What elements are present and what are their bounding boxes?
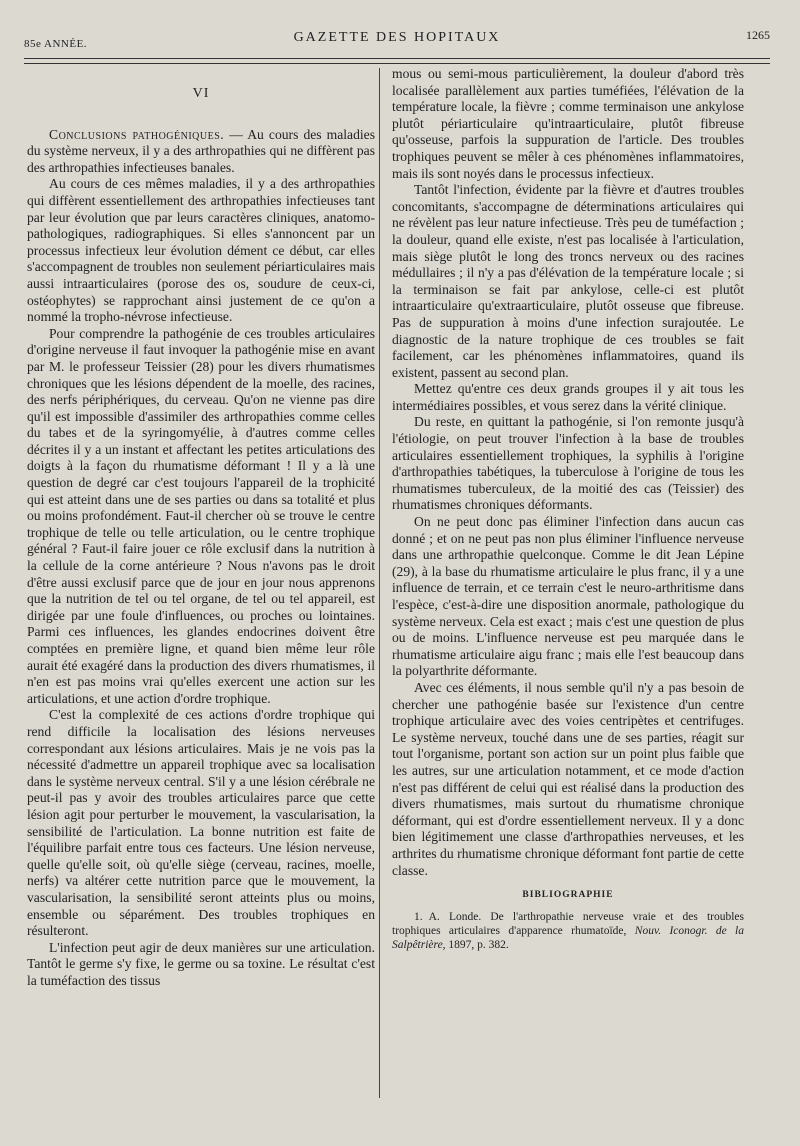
running-header: [24, 28, 770, 50]
paragraph: On ne peut donc pas éliminer l'infection dans aucun cas donné ; et on ne peut pas non plus éliminer l'influence nerveuse dans une arthropathie quelconque. Comme le dit Jean Lépine (29), à la base du rhumatisme articulaire le plus franc, il y a une influence de terrain, et ce terrain c'est le neuro-arthritisme dans l'espèce, c'est-à-dire une disposition anormale, pathologique du système nerveux. Cela est exact ; mais c'est une question de plus ou de moins. L'influence nerveuse est peu marquée dans le rhumatisme articulaire aigu franc ; mais elle l'est beaucoup dans la polyarthrite déformante.: [392, 514, 744, 679]
paragraph: Tantôt l'infection, évidente par la fièvre et d'autres troubles concomitants, s'accompagne de déterminations articulaires qui ne révèlent pas leur nature infectieuse. Très peu de tuméfaction ; la douleur, quand elle existe, n'est pas localisée à l'articulation, mais siège plutôt le long des troncs nerveux ou des racines médullaires ; il n'y a pas d'élévation de la température locale ; si la terminaison se fait par ankylose, celle-ci est plutôt intraarticulaire qu'extraarticulaire, plutôt osseuse que fibreuse. Pas de suppuration à moins d'une infection surajoutée. Le diagnostic de la nature trophique de ces troubles se fait facilement, car les phénomènes inflammatoires, quand ils existent, passent au second plan.: [392, 182, 744, 380]
paragraph: Du reste, en quittant la pathogénie, si l'on remonte jusqu'à l'étiologie, on peut trouver l'infection à la base de troubles articulaires essentiellement trophiques, la syphilis à l'origine d'arthropathies tabétiques, la tuberculose à l'origine de tous les rhumatismes tuberculeux, de la moitié des cas (Teissier) des rhumatismes chroniques déformants.: [392, 414, 744, 513]
left-column: [27, 68, 375, 989]
bibliography-entry: [392, 910, 744, 952]
volume-year: 85e ANNÉE.: [24, 38, 88, 50]
paragraph: Avec ces éléments, il nous semble qu'il n'y a pas besoin de chercher une pathogénie basée sur l'existence d'un centre trophique articulaire avec des voies centripètes et centrifuges. Le système nerveux, touché dans une de ses parties, réagit sur tout l'organisme, portant son action sur un point plus faible que les autres, sur une articulation notamment, et ce mode d'action n'est pas différent de celui qui est réalisé dans la production des divers rhumatismes, mais surtout du rhumatisme chronique déformant, qui est d'ordre essentiellement nerveux. Il y a donc bien légitimement une classe d'arthropathies nerveuses, et les arthrites du rhumatisme chronique déformant font partie de cette classe.: [392, 679, 744, 878]
right-column: [392, 66, 744, 952]
header-rule: [24, 58, 770, 64]
entry-number: 1.: [414, 910, 423, 923]
paragraph: Conclusions pathogéniques. — Au cours des maladies du système nerveux, il y a des arthropathies qui ne diffèrent pas des arthropathies infectieuses banales.: [27, 126, 375, 175]
paragraph: Mettez qu'entre ces deux grands groupes il y ait tous les intermédiaires possibles, et vous serez dans la vérité clinique.: [392, 381, 744, 413]
lead-in: Conclusions pathogéniques.: [49, 126, 225, 142]
bibliography-title: BIBLIOGRAPHIE: [522, 890, 614, 901]
page-number: 1265: [746, 28, 770, 42]
paragraph: L'infection peut agir de deux manières sur une articulation. Tantôt le germe s'y fixe, le germe ou sa toxine. Le résultat c'est la tuméfaction des tissus: [27, 939, 375, 988]
entry-year-page: 1897, p. 382.: [448, 938, 509, 951]
entry-text: A. Londe. De l'arthropathie nerveuse vraie et des troubles trophiques articulaires d'apparence rhumatoïde,: [392, 910, 744, 937]
section-number: VI: [192, 86, 210, 101]
journal-title: GAZETTE DES HOPITAUX: [293, 30, 501, 45]
paragraph: Au cours de ces mêmes maladies, il y a des arthropathies qui diffèrent essentiellement des arthropathies infectieuses tant par leur évolution que par leurs caractères cliniques, anatomo-pathologiques, radiographiques. Si elles s'annoncent par un processus infectieux leur évolution dément ce début, car elles s'accompagnent de troubles non seulement périarticulaires mais aussi intraarticulaires (porose des os, soudure de ceux-ci, ostéophytes) se rapprochant ainsi justement de ce qu'on a nommé la tropho-névrose infectieuse.: [27, 176, 375, 325]
paragraph: C'est la complexité de ces actions d'ordre trophique qui rend difficile la localisation des lésions nerveuses correspondant aux lésions articulaires. Mais je ne vois pas la nécessité d'admettre un appareil trophique avec sa localisation dans le système nerveux central. S'il y a une lésion cérébrale ne peut-il pas y avoir des troubles articulaires parce que cette lésion agit pour perturber le mouvement, la vascularisation, la sensibilité de l'articulation. La bonne nutrition est faite de l'équilibre parfait entre tous ces facteurs. Une lésion nerveuse, quelle qu'elle soit, où qu'elle siège (cerveau, racines, moelle, nerfs) va altérer cette nutrition parce que le mouvement, la vascularisation, la sensibilité seront atteints plus ou moins, ensemble ou séparément. Des troubles trophiques en résulteront.: [27, 707, 375, 939]
column-divider: [379, 68, 380, 1098]
paragraph: Pour comprendre la pathogénie de ces troubles articulaires d'origine nerveuse il faut invoquer la pathogénie mise en avant par M. le professeur Teissier (28) pour les divers rhumatismes chroniques que les lésions dépendent de la moelle, des racines, des nerfs périphériques, du cerveau. Qu'on ne vienne pas dire qu'il est impossible d'assimiler des arthropathies comme celles du tabes et de la syringomyélie, à d'autres comme celles décrites il y a un instant et affectant les petites articulations des doigts à la façon du rhumatisme déformant ! Il y a là une question de degré car c'est toujours l'appareil de la trophicité qui est atteint dans une de ses parties ou dans sa totalité et plus ou moins profondément. Faut-il chercher où se trouve le centre trophique de telle ou telle articulation, ou le centre trophique général ? Faut-il faire jouer ce rôle exclusif dans la nutrition à la cellule de la corne antérieure ? Nous n'avons pas le droit d'être aussi exclusif parce que de jour en jour nous apprenons que la nutrition de tel ou tel organe, de tel ou tel appareil, est dirigée par une foule d'influences, ou proches ou lointaines. Parmi ces influences, les glandes endocrines doivent être comptées en première ligne, et quand bien même leur rôle aurait été exagéré dans la production des divers rhumatismes, il n'en est pas moins vrai qu'elles exercent une action sur les articulations, et une action d'ordre trophique.: [27, 325, 375, 706]
paragraph: mous ou semi-mous particulièrement, la douleur d'abord très localisée parallèlement aux parties tuméfiées, l'élévation de la température locale, la fièvre ; comme terminaison une ankylose plutôt périarticulaire qu'intraarticulaire, plutôt fibreuse qu'osseuse, parfois la suppuration de l'article. Des troubles trophiques peuvent se mêler à ces phénomènes inflammatoires, mais ils sont noyés dans le processus infectieux.: [392, 66, 744, 181]
entry-source: Nouv. Iconogr. de la Salpêtrière,: [392, 924, 745, 951]
